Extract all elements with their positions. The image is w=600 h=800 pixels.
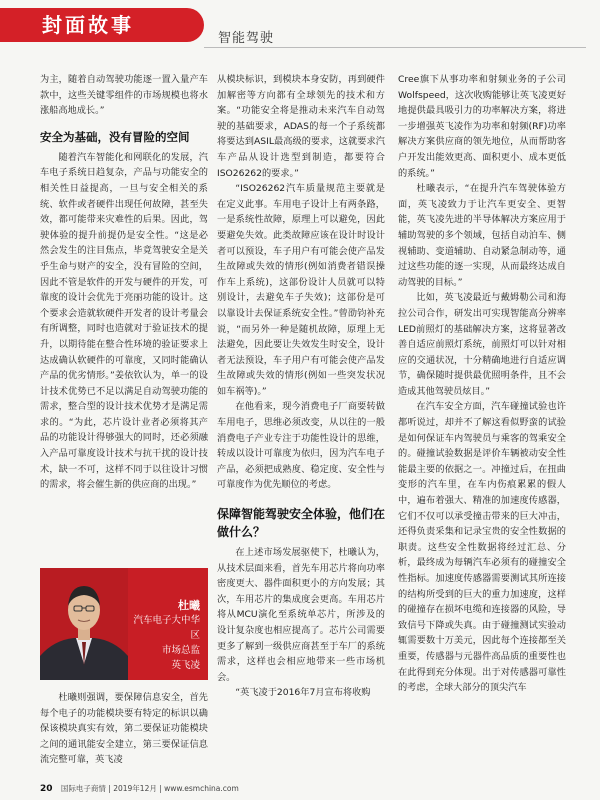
paragraph: 随着汽车智能化和网联化的发展，汽车电子系统日趋复杂，产品与功能安全的相关性日益提高，一旦与安全相关的系统、软件或者硬件出现任何故障，甚至失效，都可能带来灾难性的后果。因此，驾驶体验的提升前提仍是安全性。“这是必然会发生的注目焦点，毕竟驾驶安全是关乎生命与财产的安全，没有冒险的空间，因此不管是软件的开发与硬件的开发，可靠度的设计会优先于亮丽功能的设计。这个要求会造就软硬件开发者的设计考量会有所调整，同时也造就对于验证技术的提升，以期待能在整合性环境的验证要求上达成确认软硬件的可靠度，又同时能确认产品的优劣情形。”姜依钦认为，单一的设计技术优势已不足以满足自动驾驶功能的需求，整合型的设计技术优势才是满足需求的。“为此，芯片设计业者必须将其产品的功能设计得够强大的同时，还必须融入产品可靠度设计技术与抗干扰的设计技术，缺一不可，这样不同于以往设计习惯的需求，将会催生新的供应商的出现。”	[40, 151, 208, 491]
paragraph: 在汽车安全方面，汽车碰撞试验也许都听说过，却并不了解这看似野蛮的试验是如何保证车内驾驶员与乘客的驾乘安全的。碰撞试验数据是评价车辆被动安全性能最主要的依据之一。冲撞过后，在扭曲变形的汽车里，在车内伤痕累累的假人中，遍布着强大、精准的加速度传感器，它们不仅可以承受撞击带来的巨大冲击，还得负责采集和记录宝贵的安全性数据的职责。这些安全性数据将经过汇总、分析，最终成为每辆汽车必须有的碰撞安全性指标。加速度传感器需要测试其所连接的结构所受到的巨大的重力加速度，这样的碰撞存在损坏电缆和连接器的风险，导致信号下降或失真。由于碰撞测试实验动辄需要数十万美元，因此每个连接都至关重要，传感器与元器件高品质的重要性也在此得到充分体现。出于对传感器可靠性的考虑，全球大部分的顶尖汽车	[398, 401, 566, 694]
article-column-1	[40, 72, 208, 493]
person-company: 英飞凌	[171, 660, 200, 671]
section-heading: 安全为基础，没有冒险的空间	[40, 129, 190, 144]
paragraph: 为主，随着自动驾驶功能逐一置入量产车款中，这些关键零组件的市场规模也将水涨船高地成长。”	[40, 74, 208, 117]
page-header	[0, 0, 600, 60]
photo-caption	[130, 598, 200, 673]
footer-text: 国际电子商情 | 2019年12月 | www.esmchina.com	[60, 784, 239, 793]
article-column-2	[217, 72, 385, 701]
page-footer	[40, 783, 239, 794]
person-name: 杜曦	[178, 599, 200, 612]
section-title: 封面故事	[42, 13, 134, 37]
paragraph: 杜曦则强调，要保障信息安全，首先每个电子的功能模块要有特定的标识以确保该模块真实有效，第二要保证功能模块之间的通讯能安全建立，第三要保证信息流完整可靠，英飞凌	[40, 692, 208, 766]
interviewee-photo-card	[40, 568, 208, 680]
paragraph: 比如，英飞凌最近与戴姆勒公司和海拉公司合作，研发出可实现智能高分辨率LED前照灯的基础解决方案，这将显著改善自适应前照灯系统，前照灯可以针对相应的交通状况，十分精确地进行自适应调节，确保随时提供最优照明条件，且不会造成其他驾驶员炫目。”	[398, 292, 566, 397]
page-number: 20	[40, 784, 53, 794]
article-column-1-bottom	[40, 690, 208, 768]
section-subtitle: 智能驾驶	[218, 31, 275, 46]
paragraph: 在上述市场发展驱使下，杜曦认为，从技术层面来看，首先车用芯片将向功率密度更大、器件面积更小的方向发展；其次，车用芯片的集成度会更高。车用芯片将从MCU演化至系统单芯片，所涉及的设计复杂度也相应提高了。芯片公司需要更多了解到一级供应商甚至于车厂的系统需求，这样也会相应地带来一些市场机会。	[217, 547, 385, 683]
person-title-line: 市场总监	[161, 645, 200, 656]
paragraph: 在他看来，现今消费电子厂商要转做车用电子，思维必须改变，从以往的一般消费电子产业专注于功能性设计的思维，转成以设计可靠度为依归，因为汽车电子产品，必须把成熟度、稳定度、安全性与可靠度作为优先顺位的考虑。	[217, 401, 385, 491]
paragraph: “ISO26262汽车质量规范主要就是在定义此事。车用电子设计上有两条路，一是系统性故障，原理上可以避免，因此要避免失效。此类故障应该在设计时设计者可以预设，车子用户有可能会使产品发生故障或失效的情形(例如消费者错误操作车上系统)，这部份设计人员就可以特别设计，去避免车子失效)；这部份是可以靠设计去保证系统安全性。”曾劭钧补充说，“而另外一种是随机故障，原理上无法避免，因此要让失效发生时安全，设计者无法预设，车子用户有可能会使产品发生故障或失效的情形(例如一些突发状况如车祸等)。”	[217, 183, 385, 397]
paragraph: Cree旗下从事功率和射频业务的子公司Wolfspeed，这次收购能够让英飞凌更好地提供最具吸引力的功率解决方案，将进一步增强英飞凌作为功率和射频(RF)功率解决方案供应商的领先地位，从而帮助客户开发出能效更高、面积更小、成本更低的系统。”	[398, 74, 566, 179]
paragraph: “英飞凌于2016年7月宣布将收购	[235, 687, 371, 699]
paragraph: 杜曦表示，“在提升汽车驾驶体验方面，英飞凌致力于让汽车更安全、更智能，英飞凌先进的半导体解决方案应用于辅助驾驶的多个领域，包括自动泊车、侧视辅助、变道辅助、自动紧急制动等，通过这些功能的逐一实现，从而最终达成自动驾驶的目标。”	[398, 183, 566, 288]
header-divider	[204, 47, 586, 48]
portrait-image	[40, 568, 128, 680]
section-heading: 保障智能驾驶安全体验，他们在做什么？	[217, 507, 386, 540]
article-column-3	[398, 72, 566, 696]
person-title-line: 汽车电子大中华区	[133, 615, 200, 641]
paragraph: 从模块标识，到模块本身安防，再到硬件加解密等方向都有全球领先的技术和方案。“功能安全将是推动未来汽车自动驾驶的基础要求，ADAS的每一个子系统都将要达到ASIL最高级的要求，这就要求汽车产品从设计选型到制造，都要符合ISO26262的要求。”	[217, 74, 385, 179]
